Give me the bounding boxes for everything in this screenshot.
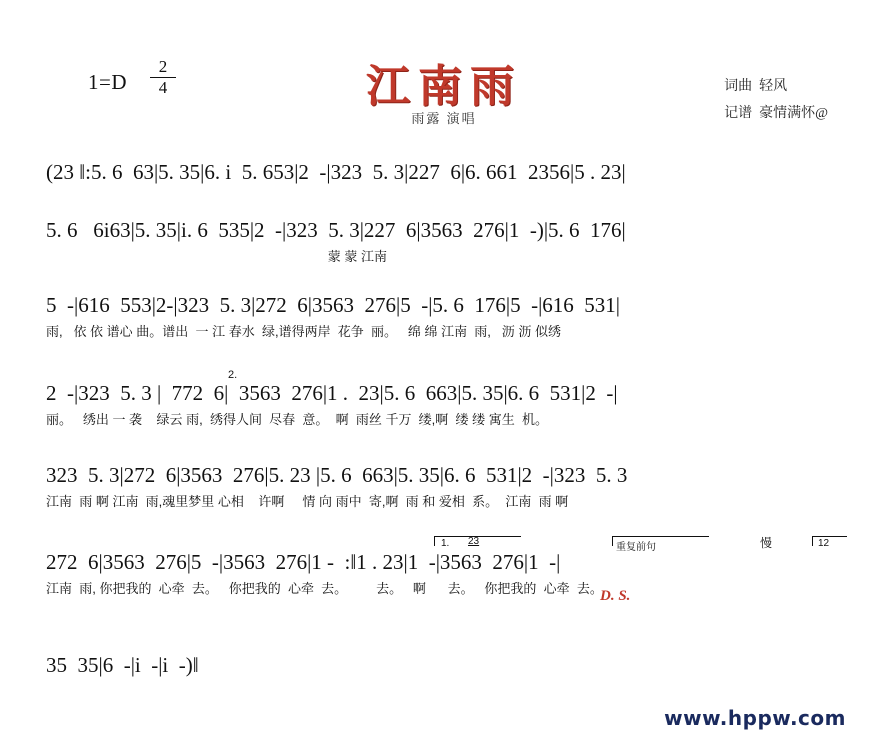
notation-line: (23 ‖:5. 6 63|5. 35|6. i 5. 653|2 -|323 5. 3|227 6|6. 661 2356|5 . 23| — [46, 160, 626, 184]
notation-line: 2 -|323 5. 3 | 772 6| 3563 276|1 . 23|5. 6 663|5. 35|6. 6 531|2 -| — [46, 381, 618, 405]
notation-line: 35 35|6 -|i -|i -)‖ — [46, 653, 199, 677]
notation-credit: 记谱 豪情满怀@ — [724, 105, 828, 121]
music-system-1 — [46, 155, 846, 209]
lyrics-line: 丽。 绣出 一 袭 绿云 雨, 绣得人间 尽春 意。 啊 雨丝 千万 缕,啊 缕 缕 寓生 机。 — [46, 412, 548, 427]
lyrics-line: 江南 雨, 你把我的 心牵 去。 你把我的 心牵 去。 去。 啊 去。 你把我的 心牵 去。 — [46, 581, 603, 596]
slow-tempo-label: 慢 — [760, 536, 773, 550]
composer-credit: 词曲 轻风 — [724, 79, 788, 94]
notation-line: 272 6|3563 276|5 -|3563 276|1 - :‖1 . 23|1 -|3563 276|1 -| — [46, 550, 561, 574]
music-system-3 — [46, 288, 846, 342]
credits-block — [724, 74, 828, 127]
time-signature-numerator: 2 — [150, 58, 176, 78]
volta-label-12: 12 — [818, 538, 830, 549]
notation-line: 5 -|616 553|2-|323 5. 3|272 6|3563 276|5 -|5. 6 176|5 -|616 531| — [46, 293, 621, 317]
lyrics-line — [46, 189, 846, 209]
repeat-phrase-label: 重复前句 — [616, 542, 656, 553]
second-ending-label: 2. — [228, 369, 238, 381]
site-watermark: www.hppw.com — [664, 706, 846, 730]
volta-number-23: 23 — [468, 536, 480, 547]
lyrics-line: 蒙 蒙 江南 — [46, 249, 387, 264]
music-system-2 — [46, 213, 846, 267]
music-system-4 — [46, 376, 846, 430]
volta-label-1: 1. — [441, 538, 450, 549]
notation-line: 323 5. 3|272 6|3563 276|5. 23 |5. 6 663|5. 35|6. 6 531|2 -|323 5. 3 — [46, 463, 628, 487]
music-system-5 — [46, 458, 846, 512]
time-signature-denominator: 4 — [158, 77, 168, 97]
music-system-7 — [46, 648, 846, 682]
key-signature: 1=D — [88, 70, 128, 94]
ds-al-coda-mark: D. S. — [600, 588, 631, 604]
page-title: 江南雨 — [366, 61, 522, 112]
singer-credit: 雨露 演唱 — [411, 111, 477, 126]
lyrics-line: 雨, 依 依 谱心 曲。谱出 一 江 春水 绿,谱得两岸 花争 丽。 绵 绵 江南 雨, 沥 沥 似绣 — [46, 324, 561, 339]
lyrics-line: 江南 雨 啊 江南 雨,魂里梦里 心相 许啊 情 向 雨中 寄,啊 雨 和 爱相 系。 江南 雨 啊 — [46, 494, 569, 509]
music-system-6 — [46, 545, 846, 599]
notation-line: 5. 6 6i63|5. 35|i. 6 535|2 -|323 5. 3|227 6|3563 276|1 -)|5. 6 176| — [46, 218, 626, 242]
